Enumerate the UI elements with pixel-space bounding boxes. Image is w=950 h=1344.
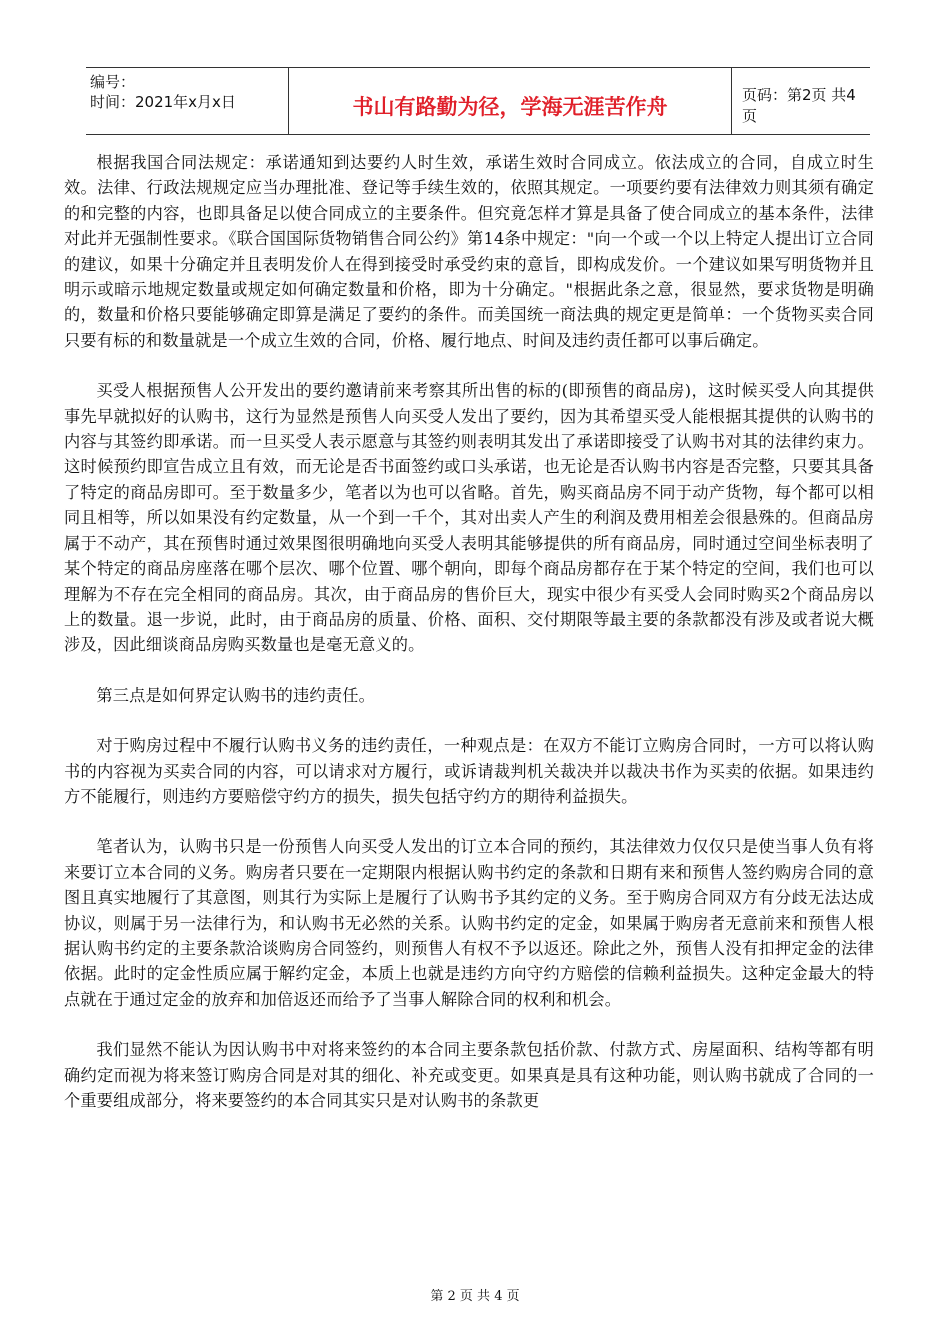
- document-time-label: 时间：2021年x月x日: [90, 93, 236, 111]
- header-meta: [86, 68, 289, 134]
- paragraph-4: 对于购房过程中不履行认购书义务的违约责任，一种观点是：在双方不能订立购房合同时，一方可以将认购书的内容视为买卖合同的内容，可以请求对方履行，或诉请裁判机关裁决并以裁决书作为买卖的依据。如果违约方不能履行，则违约方要赔偿守约方的损失，损失包括守约方的期待利益损失。: [64, 736, 874, 806]
- paragraph-1: 根据我国合同法规定：承诺通知到达要约人时生效，承诺生效时合同成立。依法成立的合同，自成立时生效。法律、行政法规规定应当办理批准、登记等手续生效的，依照其规定。一项要约要有法律效力则其须有确定的和完整的内容，也即具备足以使合同成立的主要条件。但究竟怎样才算是具备了使合同成立的基本条件，法律对此并无强制性要求。《联合国国际货物销售合同公约》第14条中规定："向一个或一个以上特定人提出订立合同的建议，如果十分确定并且表明发价人在得到接受时承受约束的意旨，即构成发价。一个建议如果写明货物并且明示或暗示地规定数量或规定如何确定数量和价格，即为十分确定。"根据此条之意，很显然，要求货物是明确的，数量和价格只要能够确定即算是满足了要约的条件。而美国统一商法典的规定更是简单：一个货物买卖合同只要有标的和数量就是一个成立生效的合同，价格、履行地点、时间及违约责任都可以事后确定。: [64, 153, 874, 350]
- paragraph-3: 第三点是如何界定认购书的违约责任。: [96, 685, 375, 705]
- document-number-label: 编号：: [90, 73, 136, 91]
- header-motto: 书山有路勤为径，学海无涯苦作舟: [289, 68, 732, 134]
- page-footer: 第 2 页 共 4 页: [430, 1289, 520, 1304]
- paragraph-2: 买受人根据预售人公开发出的要约邀请前来考察其所出售的标的(即预售的商品房)，这时候买受人向其提供事先早就拟好的认购书，这行为显然是预售人向买受人发出了要约，因为其希望买受人能根据其提供的认购书的内容与其签约即承诺。而一旦买受人表示愿意与其签约则表明其发出了承诺即接受了认购书对其的法律约束力。这时候预约即宣告成立且有效，而无论是否书面签约或口头承诺，也无论是否认购书内容是否完整，只要其具备了特定的商品房即可。至于数量多少，笔者以为也可以省略。首先，购买商品房不同于动产货物，每个都可以相同且相等，所以如果没有约定数量，从一个到一千个，其对出卖人产生的利润及费用相差会很悬殊的。但商品房属于不动产，其在预售时通过效果图很明确地向买受人表明其能够提供的所有商品房，同时通过空间坐标表明了某个特定的商品房座落在哪个层次、哪个位置、哪个朝向，即每个商品房都存在于某个特定的空间，我们也可以理解为不存在完全相同的商品房。其次，由于商品房的售价巨大，现实中很少有买受人会同时购买2个商品房以上的数量。退一步说，此时，由于商品房的质量、价格、面积、交付期限等最主要的条款都没有涉及或者说大概涉及，因此细谈商品房购买数量也是毫无意义的。: [64, 381, 874, 655]
- header-page-code: 页码：第2页 共4页: [742, 86, 856, 125]
- page-header: [86, 67, 870, 135]
- paragraph-6: 我们显然不能认为因认购书中对将来签约的本合同主要条款包括价款、付款方式、房屋面积、结构等都有明确约定而视为将来签订购房合同是对其的细化、补充或变更。如果真是具有这种功能，则认购书就成了合同的一个重要组成部分，将来要签约的本合同其实只是对认购书的条款更: [64, 1040, 874, 1110]
- paragraph-5: 笔者认为，认购书只是一份预售人向买受人发出的订立本合同的预约，其法律效力仅仅只是使当事人负有将来要订立本合同的义务。购房者只要在一定期限内根据认购书约定的条款和日期有来和预售人签约购房合同的意图且真实地履行了其意图，则其行为实际上是履行了认购书予其约定的义务。至于购房合同双方有分歧无法达成协议，则属于另一法律行为，和认购书无必然的关系。认购书约定的定金，如果属于购房者无意前来和预售人根据认购书约定的主要条款洽谈购房合同签约，则预售人有权不予以返还。除此之外，预售人没有扣押定金的法律依据。此时的定金性质应属于解约定金，本质上也就是违约方向守约方赔偿的信赖利益损失。这种定金最大的特点就在于通过定金的放弃和加倍返还而给予了当事人解除合同的权利和机会。: [64, 837, 874, 1009]
- document-body: [64, 150, 874, 1138]
